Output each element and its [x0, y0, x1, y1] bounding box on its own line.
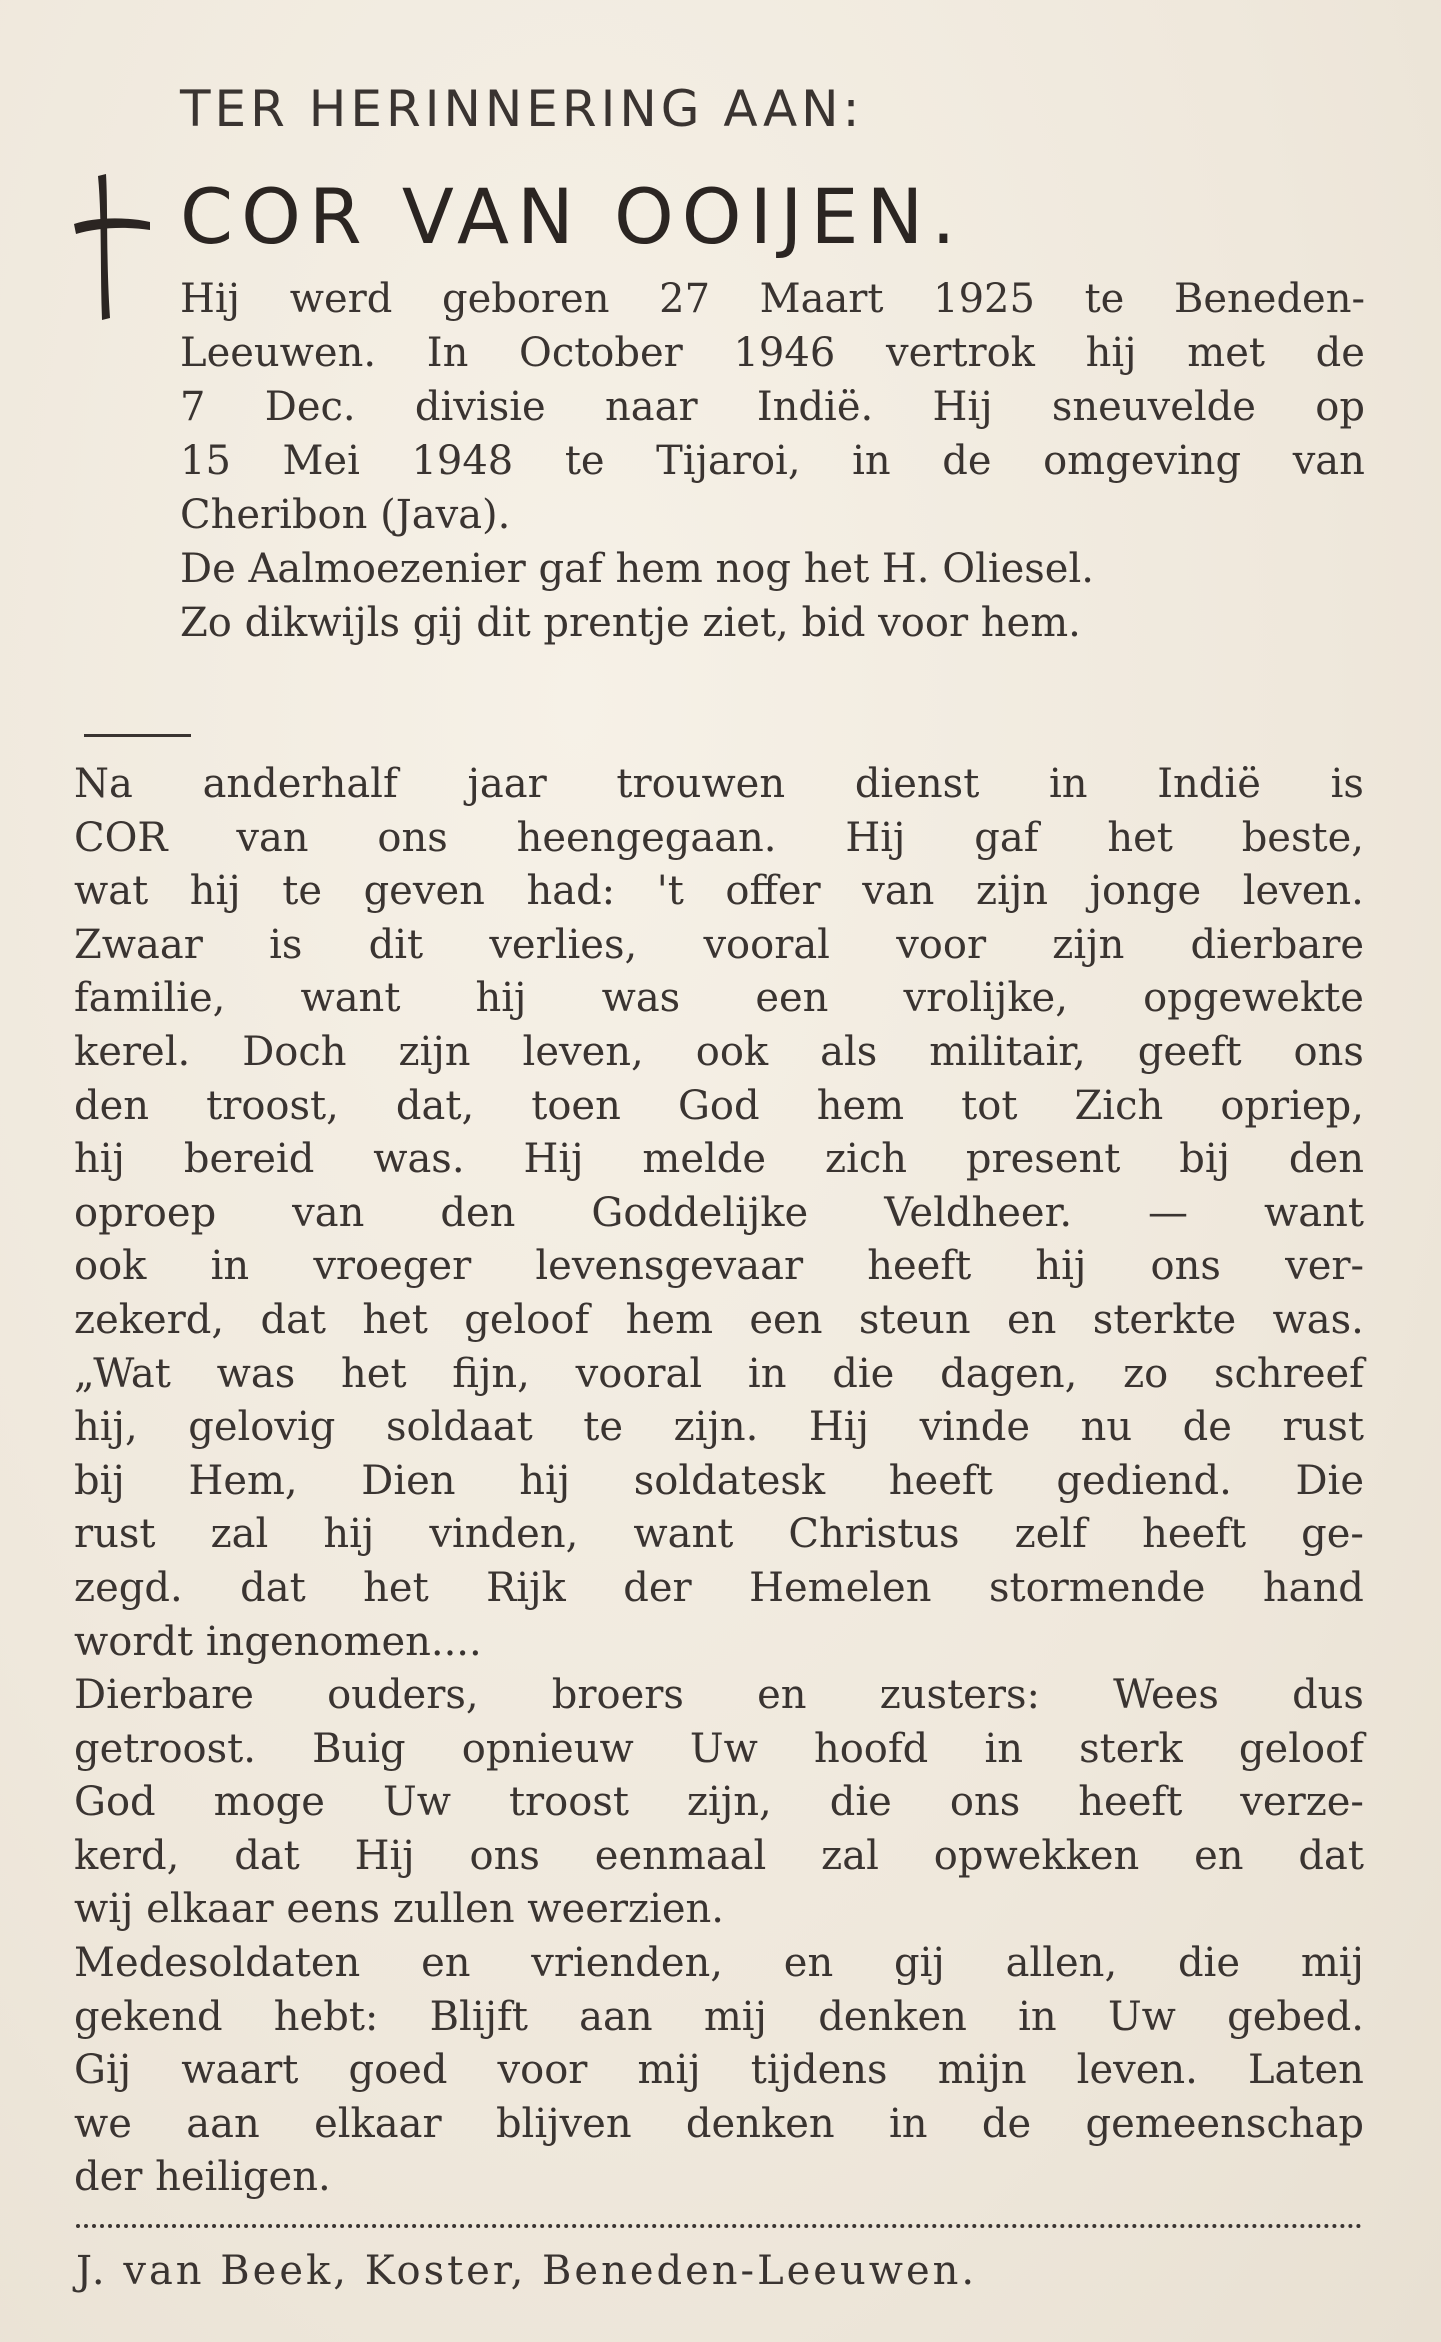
text-line: Leeuwen. In October 1946 vertrok hij met de	[180, 330, 1365, 376]
text-line: zekerd, dat het geloof hem een steun en sterkte was.	[74, 1296, 1364, 1343]
text-line: COR van ons heengegaan. Hij gaf het beste,	[74, 814, 1364, 861]
biography	[180, 272, 1365, 650]
text-line: familie, want hij was een vrolijke, opgewekte	[74, 975, 1364, 1022]
text-line: gekend hebt: Blijft aan mij denken in Uw gebed.	[74, 1993, 1364, 2040]
text-line: Zwaar is dit verlies, vooral voor zijn dierbare	[74, 921, 1364, 968]
text-line: Medesoldaten en vrienden, en gij allen, die mij	[74, 1940, 1364, 1987]
text-line: kerel. Doch zijn leven, ook als militair, geeft ons	[74, 1028, 1364, 1075]
text-line: we aan elkaar blijven denken in de gemeenschap	[74, 2100, 1364, 2147]
text-line: „Wat was het fijn, vooral in die dagen, zo schreef	[74, 1350, 1364, 1397]
separator-rule	[84, 734, 191, 737]
text-line: Na anderhalf jaar trouwen dienst in Indië is	[74, 761, 1364, 807]
text-line: Dierbare ouders, broers en zusters: Wees dus	[74, 1672, 1364, 1719]
text-line: hij bereid was. Hij melde zich present bij den	[74, 1136, 1364, 1183]
text-line: rust zal hij vinden, want Christus zelf heeft ge-	[74, 1511, 1364, 1558]
text-line: Cheribon (Java).	[180, 492, 511, 538]
text-line: wat hij te geven had: 't offer van zijn jonge leven.	[74, 868, 1364, 915]
text-line: De Aalmoezenier gaf hem nog het H. Oliesel.	[180, 546, 1094, 592]
memorial-text	[74, 758, 1364, 2205]
text-line: wordt ingenomen....	[74, 1618, 482, 1665]
text-line: hij, gelovig soldaat te zijn. Hij vinde nu de rust	[74, 1404, 1364, 1451]
text-line: ook in vroeger levensgevaar heeft hij ons ver-	[74, 1243, 1364, 1290]
text-line: getroost. Buig opnieuw Uw hoofd in sterk geloof	[74, 1725, 1364, 1772]
text-line: bij Hem, Dien hij soldatesk heeft gediend. Die	[74, 1457, 1364, 1504]
deceased-name: COR VAN OOIJEN.	[180, 172, 964, 261]
text-line: Zo dikwijls gij dit prentje ziet, bid voor hem.	[180, 600, 1081, 646]
card-heading: TER HERINNERING AAN:	[180, 80, 864, 138]
text-line: Hij werd geboren 27 Maart 1925 te Beneden-	[180, 276, 1365, 322]
text-line: 15 Mei 1948 te Tijaroi, in de omgeving van	[180, 438, 1365, 484]
text-line: wij elkaar eens zullen weerzien.	[74, 1886, 725, 1933]
text-line: oproep van den Goddelijke Veldheer. — want	[74, 1189, 1364, 1236]
text-line: kerd, dat Hij ons eenmaal zal opwekken en dat	[74, 1832, 1364, 1879]
text-line: zegd. dat het Rijk der Hemelen stormende hand	[74, 1564, 1364, 1611]
printer-credit: J. van Beek, Koster, Beneden-Leeuwen.	[76, 2248, 978, 2294]
cross-icon	[72, 168, 152, 328]
text-line: 7 Dec. divisie naar Indië. Hij sneuvelde op	[180, 384, 1365, 430]
text-line: God moge Uw troost zijn, die ons heeft verze-	[74, 1779, 1364, 1826]
text-line: der heiligen.	[74, 2154, 331, 2201]
text-line: Gij waart goed voor mij tijdens mijn leven. Laten	[74, 2047, 1364, 2094]
dotted-separator	[76, 2224, 1362, 2228]
text-line: den troost, dat, toen God hem tot Zich opriep,	[74, 1082, 1364, 1129]
